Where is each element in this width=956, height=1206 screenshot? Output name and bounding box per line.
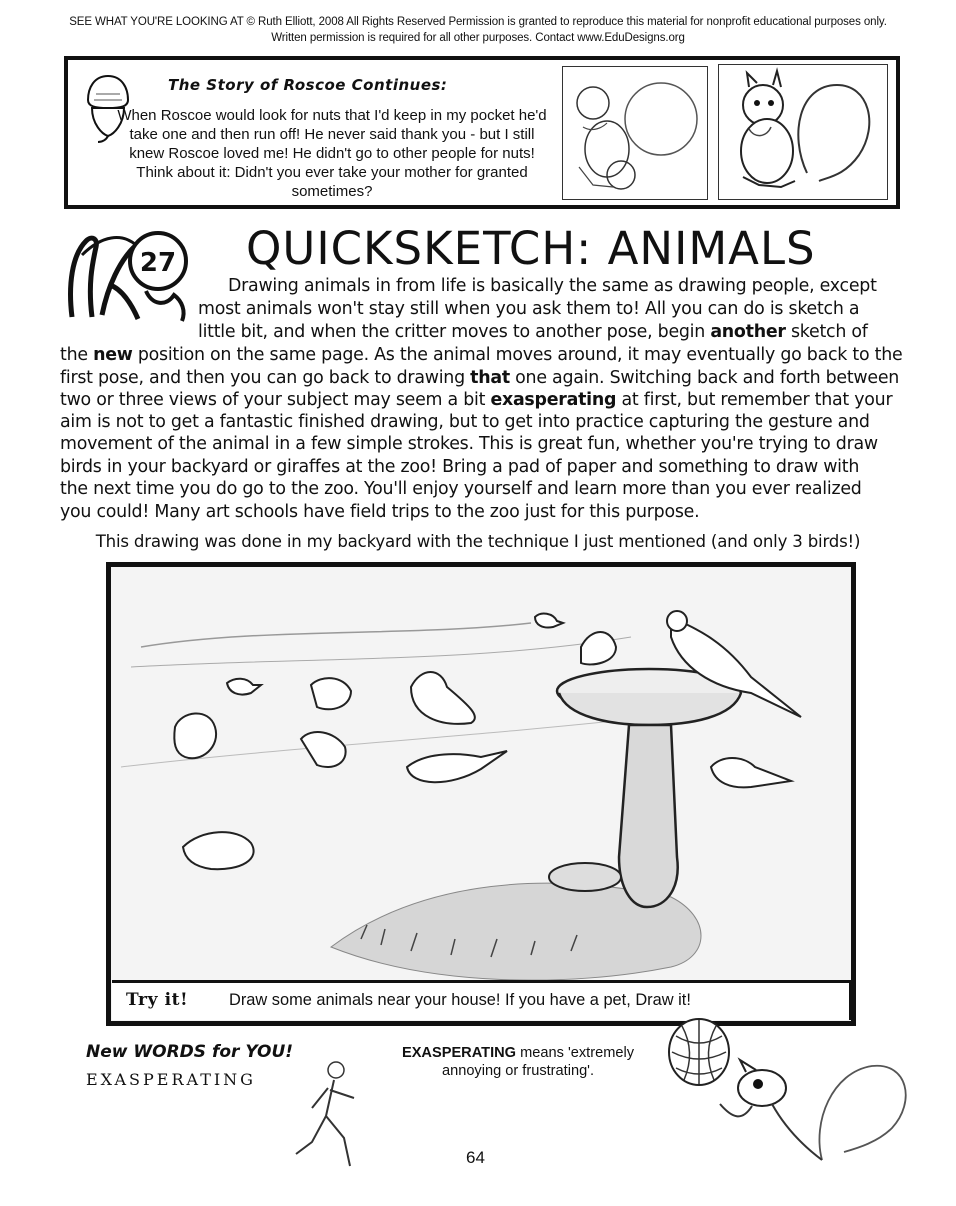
runner-sketch-icon (292, 1058, 368, 1176)
lesson-number: 27 (139, 248, 177, 278)
try-it-text: Draw some animals near your house! If you have a pet, Draw it! (229, 991, 691, 1009)
lesson-title: QUICKSKETCH: ANIMALS (246, 222, 816, 275)
squirrel-sketch-icon (712, 1052, 918, 1172)
new-words-title: New WORDS for YOU! (86, 1042, 294, 1062)
lesson-number-badge (62, 225, 202, 330)
body-line: first pose, and then you can go back to drawing that one again. Switching back and forth between (60, 368, 900, 388)
permission-line: Written permission is required for all other purposes. Contact www.EduDesigns.org (271, 32, 685, 44)
squirrel-finished-sketch (718, 64, 888, 200)
story-text: When Roscoe would look for nuts that I'd keep in my pocket he'd take one and then run off! He never said thank you - but I still knew Roscoe loved me! He didn't go to other people for nuts! Think about it: Didn't you ever take your mother for granted sometimes? (117, 107, 547, 200)
body-line: you could! Many art schools have field trips to the zoo just for this purpose. (60, 502, 700, 522)
body-line: two or three views of your subject may seem a bit exasperating at first, but remember that your (60, 390, 893, 410)
body-line: most animals won't stay still when you ask them to! All you can do is sketch a (198, 299, 860, 319)
body-line: Drawing animals in from life is basically the same as drawing people, except (228, 276, 877, 296)
page-number: 64 (466, 1148, 485, 1167)
body-line: the new position on the same page. As the animal moves around, it may eventually go back to the (60, 345, 903, 365)
body-line: the next time you do go to the zoo. You'll enjoy yourself and learn more than you ever realized (60, 479, 862, 499)
story-title: The Story of Roscoe Continues: (168, 76, 448, 94)
vocabulary-definition: EXASPERATING means 'extremely annoying or frustrating'. (401, 1045, 635, 1079)
backyard-birds-drawing (106, 562, 856, 1026)
body-line: little bit, and when the critter moves to another pose, begin another sketch of (198, 322, 868, 342)
vocabulary-word: EXASPERATING (86, 1070, 256, 1089)
try-it-label: Try it! (126, 990, 189, 1010)
drawing-caption: This drawing was done in my backyard with the technique I just mentioned (and only 3 birds!) (95, 532, 861, 551)
copyright-line: SEE WHAT YOU'RE LOOKING AT © Ruth Elliott, 2008 All Rights Reserved Permission is granted to reproduce this material for nonprofit educational purposes only. (69, 16, 887, 28)
squirrel-construction-sketch (562, 66, 708, 200)
body-line: aim is not to get a fantastic finished drawing, but to get into practice capturing the gesture and (60, 412, 870, 432)
body-line: birds in your backyard or giraffes at the zoo! Bring a pad of paper and something to draw with (60, 457, 860, 477)
body-line: movement of the animal in a few simple strokes. This is great fun, whether you're trying to draw (60, 434, 878, 454)
